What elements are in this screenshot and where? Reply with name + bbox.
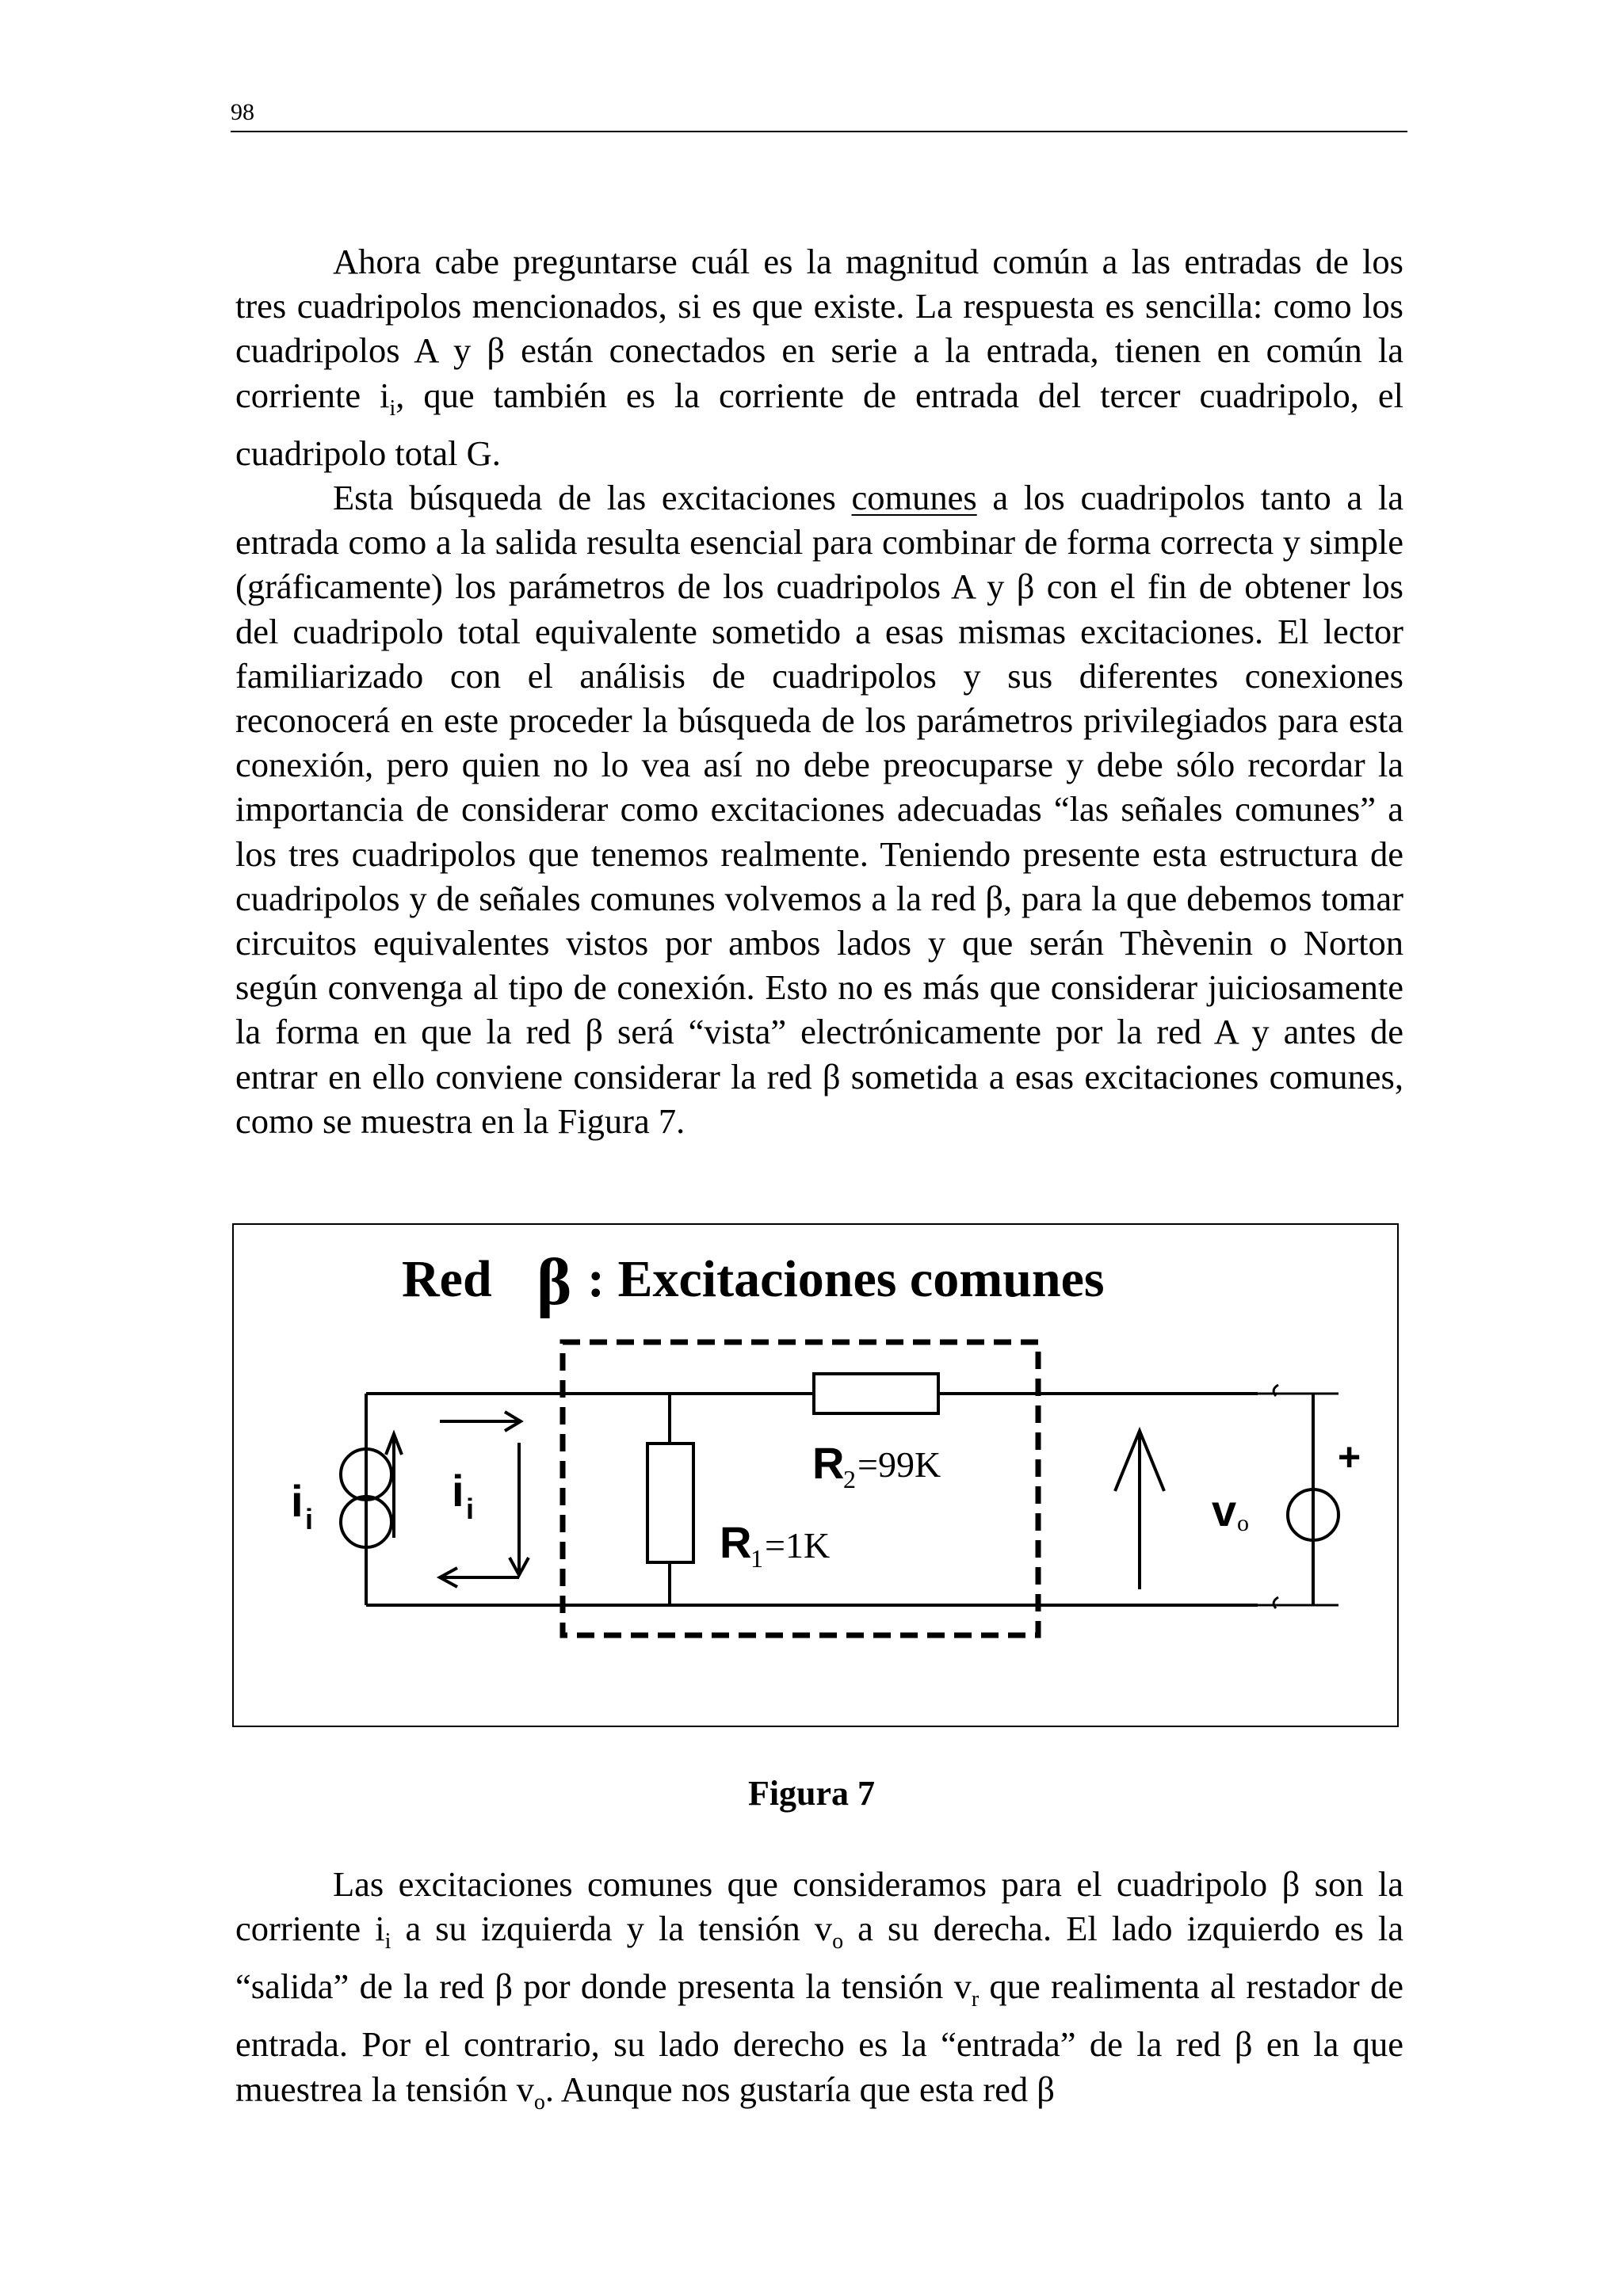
paragraph-3-part-c: a su derecha. El lado izquierdo es la “salida” de la red β por donde presenta la tensión v <box>235 1909 1403 2007</box>
figure-title-beta: β <box>537 1245 572 1319</box>
paragraph-1-part-b: , que también es la corriente de entrada del tercer cuadripolo, el cuadripolo total G. <box>235 375 1403 473</box>
r1-value: =1K <box>765 1525 831 1566</box>
inner-current-sub: i <box>466 1493 475 1525</box>
r1-resistor <box>647 1444 693 1562</box>
figure-7-frame <box>232 1223 1399 1727</box>
figure-caption: Figura 7 <box>747 1774 876 1813</box>
subscript-2: o <box>832 1929 844 1955</box>
paragraph-3-part-b: a su izquierda y la tensión v <box>391 1909 833 1949</box>
subscript-4: o <box>533 2089 545 2115</box>
paragraph-2 <box>235 475 1403 1143</box>
paragraph-1 <box>235 239 1403 475</box>
beta-network-box <box>563 1342 1038 1635</box>
r2-resistor <box>814 1374 938 1413</box>
circuit-diagram <box>234 1225 1397 1726</box>
r2-letter: R <box>812 1438 845 1488</box>
header-rule <box>231 131 1407 132</box>
vo-sub: o <box>1237 1510 1249 1536</box>
paragraph-3 <box>235 1862 1403 2125</box>
r1-sub: 1 <box>750 1544 763 1573</box>
paragraph-3-part-d: que realimenta al restador de entrada. Por el contrario, su lado derecho es la “entrada” de la red β en la que muestrea la tensión v <box>235 1966 1403 2109</box>
paragraph-2-part-b: a los cuadripolos tanto a la entrada como a la salida resulta esencial para combinar de forma correcta y simple (gráficamente) los parámetros de los cuadripolos A y β con el fin de obtener los del cuadripolo total equivalente sometido a esas mismas excitaciones. El lector familiarizado con el análisis de cuadripolos y sus diferentes conexiones reconocerá en este proceder la búsqueda de los parámetros privilegiados para esta conexión, pero quien no lo vea así no debe preocuparse y debe sólo recordar la importancia de considerar como excitaciones adecuadas “las señales comunes” a los tres cuadripolos que tenemos realmente. Teniendo presente esta estructura de cuadripolos y de señales comunes volvemos a la red β, para la que debemos tomar circuitos equivalentes vistos por ambos lados y que serán Thèvenin o Norton según convenga al tipo de conexión. Esto no es más que considerar juiciosamente la forma en que la red β será “vista” electrónicamente por la red A y antes de entrar en ello conviene considerar la red β sometida a esas excitaciones comunes, como se muestra en la Figura 7. <box>235 477 1403 1141</box>
text-block-bottom <box>235 1862 1403 2125</box>
left-current-label: i <box>291 1476 304 1526</box>
paragraph-3-part-e: . Aunque nos gustaría que esta red β <box>544 2069 1055 2109</box>
plus-sign: + <box>1338 1435 1361 1479</box>
left-current-sub: i <box>305 1503 314 1535</box>
paragraph-3-part-a: Las excitaciones comunes que consideramos para el cuadripolo β son la corriente i <box>235 1864 1403 1949</box>
text-block-top <box>235 239 1403 1143</box>
inner-current-label: i <box>452 1466 464 1516</box>
current-subscript: i <box>389 395 396 421</box>
bottom-terminal-hook <box>1274 1597 1278 1608</box>
page-number: 98 <box>231 99 254 125</box>
subscript-3: r <box>971 1987 980 2012</box>
r1-letter: R <box>720 1517 752 1567</box>
r2-value: =99K <box>857 1444 941 1485</box>
paragraph-1-part-a: Ahora cabe preguntarse cuál es la magnitud común a las entradas de los tres cuadripolos mencionados, si es que existe. La respuesta es sencilla: como los cuadripolos A y β están conectados en serie a la entrada, tienen en común la corriente i <box>235 242 1403 415</box>
paragraph-2-part-a: Esta búsqueda de las excitaciones <box>333 477 852 517</box>
subscript-1: i <box>384 1929 391 1955</box>
figure-title-red: Red <box>402 1250 492 1308</box>
r2-sub: 2 <box>843 1465 856 1493</box>
figure-title-rest: : Excitaciones comunes <box>587 1250 1105 1308</box>
underlined-word: comunes <box>851 477 977 517</box>
vo-label: v <box>1212 1486 1237 1535</box>
